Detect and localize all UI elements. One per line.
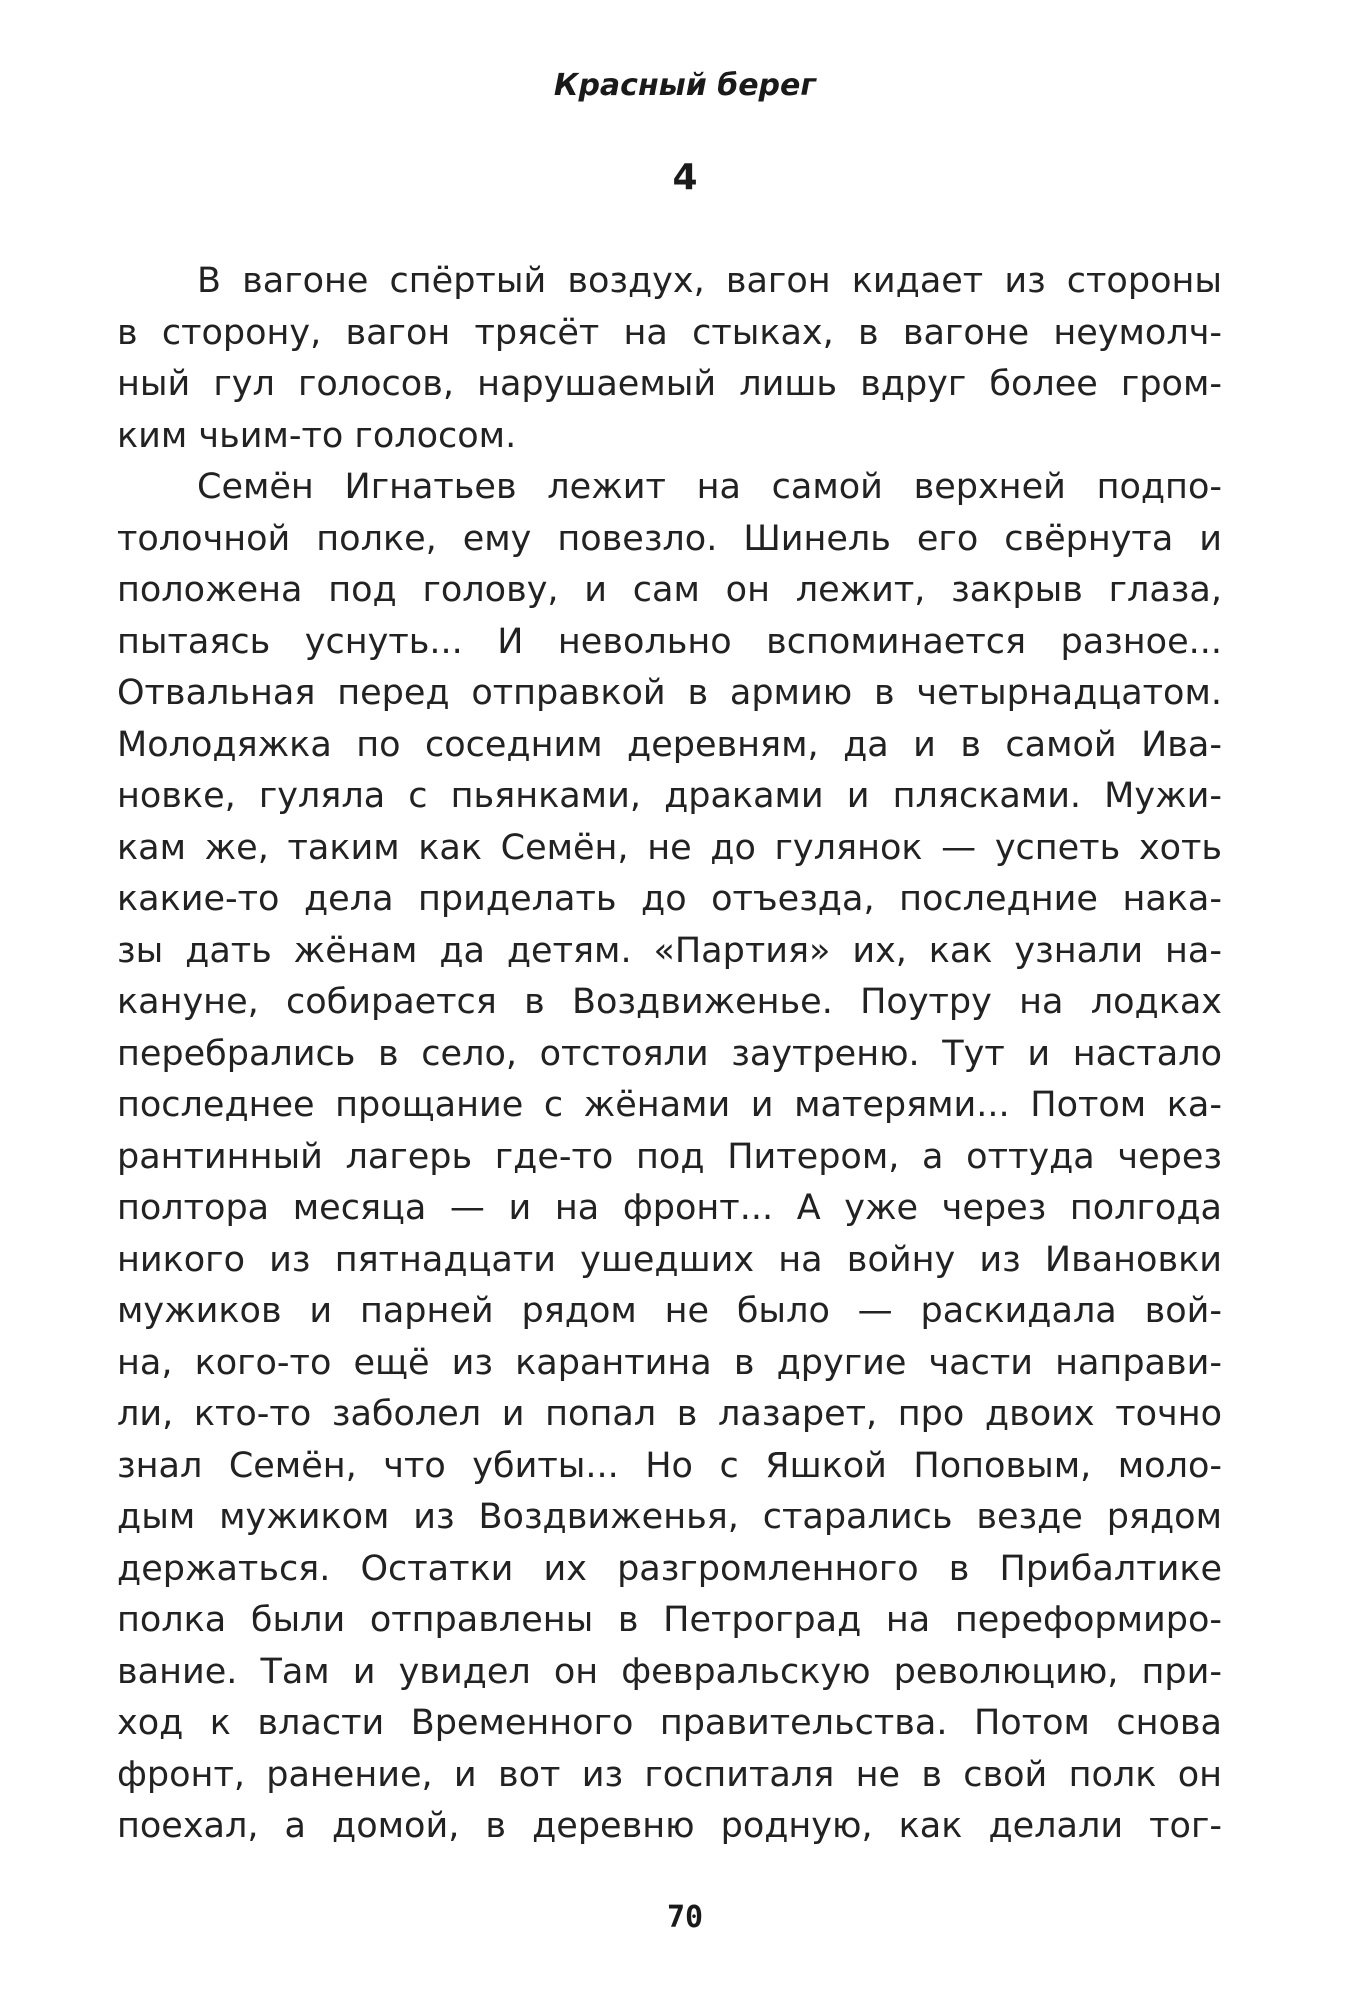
text-line: полтора месяца — и на фронт... А уже через полгода — [117, 1188, 1222, 1228]
text-line: какие-то дела приделать до отъезда, последние нака- — [117, 879, 1222, 919]
text-line: поехал, а домой, в деревню родную, как делали тог- — [117, 1806, 1222, 1846]
text-line: дым мужиком из Воздвиженья, старались везде рядом — [117, 1497, 1222, 1537]
text-line: толочной полке, ему повезло. Шинель его свёрнута и — [117, 518, 1222, 559]
text-line: пытаясь уснуть... И невольно вспоминается разное... — [117, 621, 1222, 662]
text-line: зы дать жёнам да детям. «Партия» их, как узнали на- — [117, 930, 1222, 971]
text-line: Молодяжка по соседним деревням, да и в самой Ива- — [117, 724, 1222, 765]
text-line: ный гул голосов, нарушаемый лишь вдруг более гром- — [117, 364, 1222, 404]
text-line: фронт, ранение, и вот из госпиталя не в свой полк он — [117, 1754, 1222, 1795]
text-line: на, кого-то ещё из карантина в другие части направи- — [117, 1342, 1222, 1383]
text-line: Отвальная перед отправкой в армию в четырнадцатом. — [117, 673, 1222, 713]
text-line: мужиков и парней рядом не было — раскидала вой- — [117, 1291, 1222, 1331]
text-line: положена под голову, и сам он лежит, закрыв глаза, — [117, 570, 1222, 610]
text-line: держаться. Остатки их разгромленного в Прибалтике — [117, 1548, 1222, 1589]
text-line: знал Семён, что убиты... Но с Яшкой Поповым, моло- — [117, 1445, 1222, 1486]
text-line: ким чьим-то голосом. — [117, 415, 517, 456]
running-head-title: Красный берег — [553, 68, 817, 103]
text-line: перебрались в село, отстояли заутреню. Тут и настало — [117, 1033, 1222, 1074]
text-line: новке, гуляла с пьянками, драками и плясками. Мужи- — [117, 776, 1222, 816]
text-line: последнее прощание с жёнами и матерями... Потом ка- — [117, 1085, 1222, 1125]
text-line: вание. Там и увидел он февральскую революцию, при- — [117, 1651, 1222, 1692]
text-line: полка были отправлены в Петроград на переформиро- — [117, 1600, 1222, 1640]
chapter-body-text — [117, 256, 1222, 1853]
page-number: 70 — [666, 1900, 704, 1935]
text-line: Семён Игнатьев лежит на самой верхней подпо- — [197, 467, 1222, 507]
chapter-number: 4 — [672, 157, 698, 198]
text-line: В вагоне спёртый воздух, вагон кидает из стороны — [197, 261, 1222, 301]
text-line: рантинный лагерь где-то под Питером, а оттуда через — [117, 1136, 1222, 1177]
text-line: кануне, собирается в Воздвиженье. Поутру на лодках — [117, 982, 1222, 1022]
text-line: ли, кто-то заболел и попал в лазарет, про двоих точно — [117, 1394, 1222, 1434]
text-line: никого из пятнадцати ушедших на войну из Ивановки — [117, 1239, 1222, 1280]
text-line: кам же, таким как Семён, не до гулянок — успеть хоть — [117, 827, 1222, 868]
text-line: ход к власти Временного правительства. Потом снова — [117, 1703, 1222, 1743]
text-line: в сторону, вагон трясёт на стыках, в вагоне неумолч- — [117, 312, 1222, 353]
